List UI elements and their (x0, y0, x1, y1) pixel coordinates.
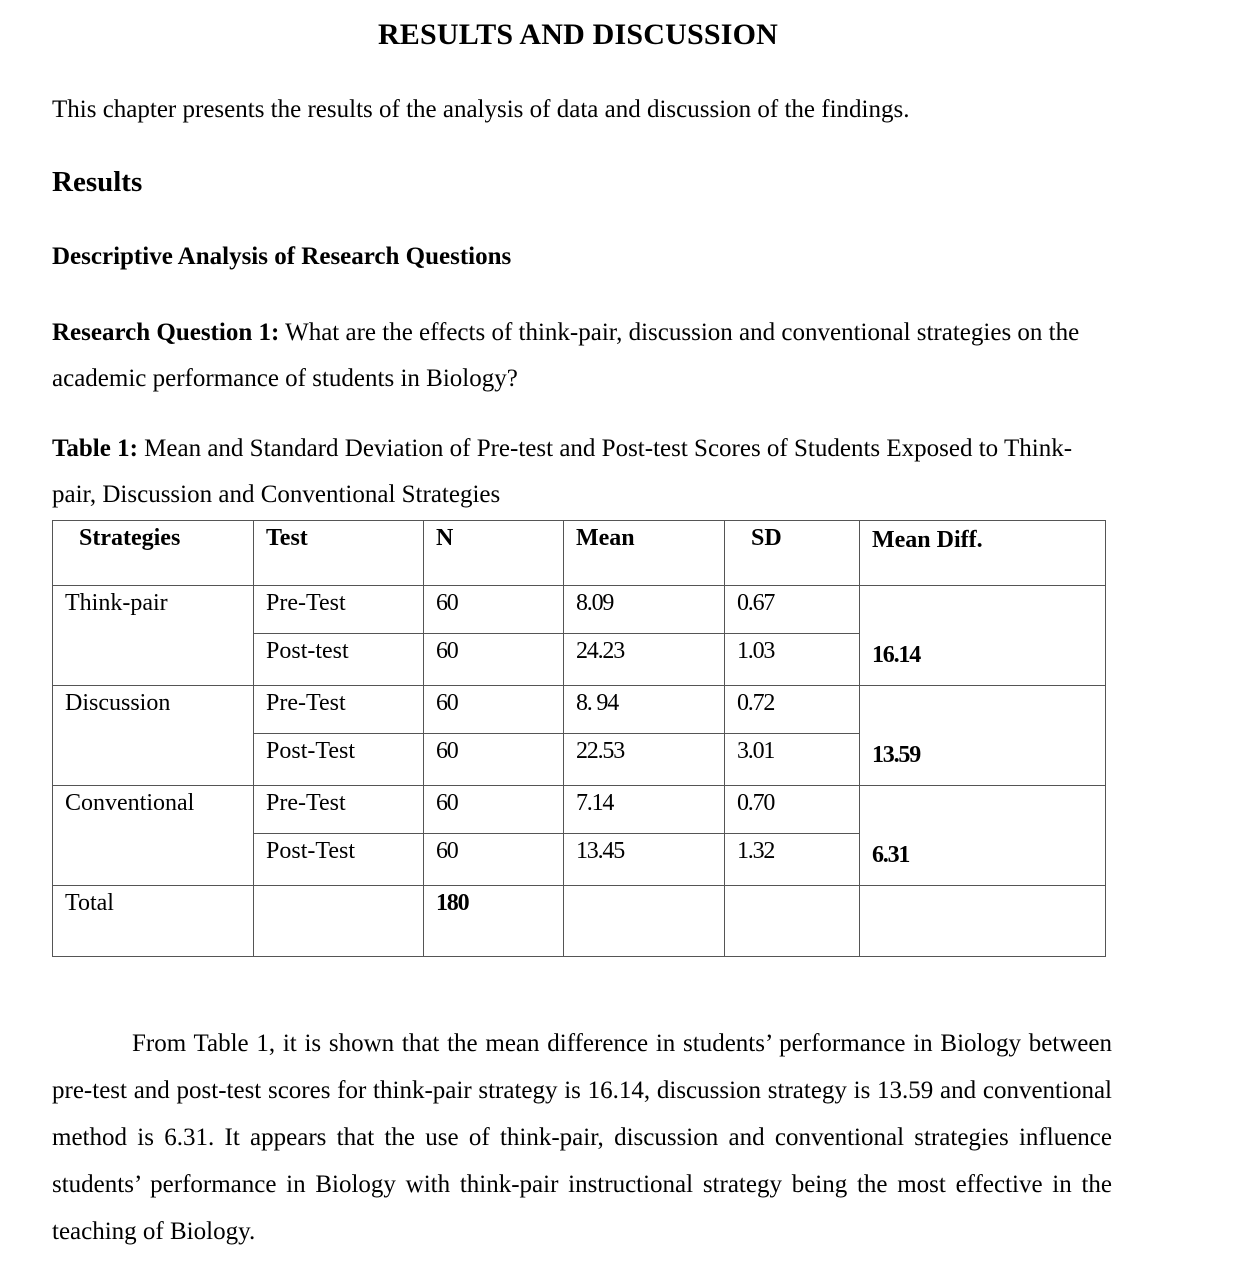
results-heading: Results (52, 166, 143, 198)
mean-cell: 24.23 (564, 634, 725, 686)
intro-text: This chapter presents the results of the analysis of data and discussion of the findings. (52, 96, 910, 123)
header-mean: Mean (564, 521, 725, 586)
table-caption (52, 426, 1112, 518)
table-row (53, 786, 1106, 834)
test-cell: Pre-Test (254, 786, 424, 834)
table-header-row (53, 521, 1106, 586)
sd-cell: 0.70 (725, 786, 860, 834)
sd-cell: 1.32 (725, 834, 860, 886)
table-row (53, 686, 1106, 734)
header-mean-diff: Mean Diff. (860, 521, 1106, 586)
empty-cell (860, 886, 1106, 957)
test-cell: Post-Test (254, 734, 424, 786)
strategy-cell: Think-pair (53, 586, 254, 686)
mean-diff-cell: 6.31 (860, 786, 1106, 886)
test-cell: Pre-Test (254, 686, 424, 734)
strategy-cell: Conventional (53, 786, 254, 886)
descriptive-analysis-heading: Descriptive Analysis of Research Questions (52, 243, 512, 270)
header-test: Test (254, 521, 424, 586)
header-n: N (424, 521, 564, 586)
n-cell: 60 (424, 686, 564, 734)
research-question-text: What are the effects of think-pair, discussion and conventional strategies on the academic performance of students in Biology? (52, 319, 1080, 392)
test-cell: Pre-Test (254, 586, 424, 634)
research-question-label: Research Question 1: (52, 319, 280, 346)
page-title: RESULTS AND DISCUSSION (377, 18, 779, 51)
n-cell: 60 (424, 634, 564, 686)
mean-diff-cell: 16.14 (860, 586, 1106, 686)
research-question (52, 310, 1112, 402)
results-table (52, 520, 1106, 957)
table-total-row (53, 886, 1106, 957)
n-cell: 60 (424, 586, 564, 634)
n-cell: 60 (424, 734, 564, 786)
mean-diff-cell: 13.59 (860, 686, 1106, 786)
mean-cell: 8. 94 (564, 686, 725, 734)
sd-cell: 0.67 (725, 586, 860, 634)
table-caption-label: Table 1: (52, 435, 138, 462)
mean-cell: 22.53 (564, 734, 725, 786)
sd-cell: 1.03 (725, 634, 860, 686)
empty-cell (254, 886, 424, 957)
total-label-cell: Total (53, 886, 254, 957)
discussion-paragraph: From Table 1, it is shown that the mean difference in students’ performance in Biology between pre-test and post-test scores for think-pair strategy is 16.14, discussion strategy is 13.59 and conventional method is 6.31. It appears that the use of think-pair, discussion and conventional strategies influence students’ performance in Biology with think-pair instructional strategy being the most effective in the teaching of Biology. (52, 1030, 1112, 1245)
sd-cell: 0.72 (725, 686, 860, 734)
mean-cell: 7.14 (564, 786, 725, 834)
mean-cell: 13.45 (564, 834, 725, 886)
header-strategies: Strategies (53, 521, 254, 586)
mean-cell: 8.09 (564, 586, 725, 634)
n-cell: 60 (424, 834, 564, 886)
empty-cell (564, 886, 725, 957)
strategy-cell: Discussion (53, 686, 254, 786)
n-cell: 60 (424, 786, 564, 834)
empty-cell (725, 886, 860, 957)
test-cell: Post-test (254, 634, 424, 686)
sd-cell: 3.01 (725, 734, 860, 786)
test-cell: Post-Test (254, 834, 424, 886)
table-row (53, 586, 1106, 634)
total-n-cell: 180 (424, 886, 564, 957)
header-sd: SD (725, 521, 860, 586)
table-caption-text: Mean and Standard Deviation of Pre-test and Post-test Scores of Students Exposed to Think-pair, Discussion and Conventional Strategies (52, 435, 1073, 508)
